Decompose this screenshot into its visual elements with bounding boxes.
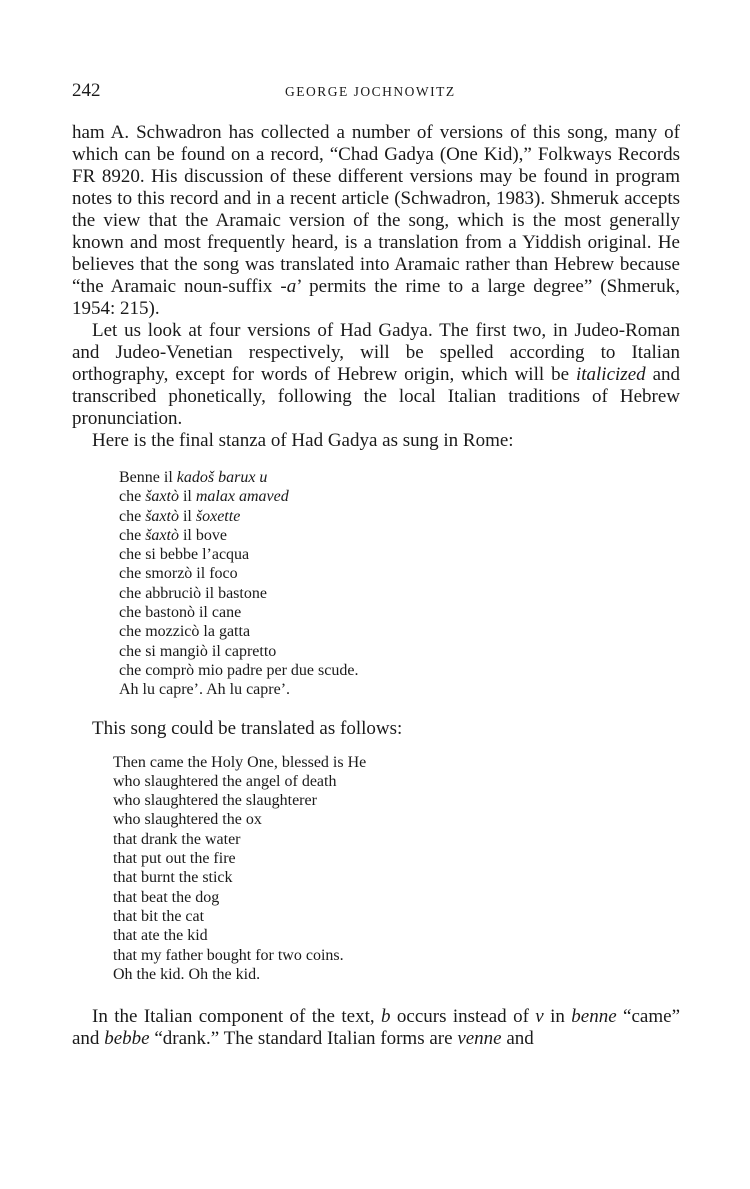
italic-text: benne	[571, 1006, 617, 1028]
italic-text: b	[381, 1006, 391, 1028]
running-head	[72, 80, 680, 102]
verse-line: che šaxtò il šoxette	[119, 507, 241, 525]
italic-text: bebbe	[104, 1028, 150, 1050]
verse-line: Benne il kadoš barux u	[119, 469, 268, 486]
paragraph-schwadron: ham A. Schwadron has collected a number of versions of this song, many of which can be found on a record, “Chad Gadya (One Kid),” Folkways Records FR 8920. His discussion of these different versions may be found in program notes to this record and in a recent article (Schwadron, 1983). Shmeruk accepts the view that the Aramaic version of the song, which is the most generally known and most frequently heard, is a translation from a Yiddish original. He believes that the song was translated into Aramaic rather than Hebrew because “the Aramaic noun-suffix -a’ permits the rime to a large degree” (Shmeruk, 1954: 215).	[72, 122, 680, 319]
verse-line: che šaxtò il malax amaved	[119, 488, 289, 506]
italic-text: šaxtò	[145, 507, 179, 525]
verse-line: che smorzò il foco	[119, 565, 238, 583]
paragraph-italian-component: In the Italian component of the text, b occurs instead of v in benne “came” and bebbe “drank.” The standard Italian forms are venne and	[72, 1006, 681, 1050]
verse-line: che abbruciò il bastone	[119, 584, 267, 602]
italic-text: italicized	[575, 364, 646, 385]
paragraph-four-versions: Let us look at four versions of Had Gadya. The first two, in Judeo-Roman and Judeo-Venetian respectively, will be spelled according to Italian orthography, except for words of Hebrew origin, which will be italicized and transcribed phonetically, following the local Italian traditions of Hebrew pronunciation.	[72, 320, 680, 429]
verse-line: that drank the water	[113, 830, 241, 848]
verse-line: who slaughtered the ox	[113, 811, 262, 829]
verse-line: che bastonò il cane	[119, 604, 242, 622]
verse-line: that put out the fire	[113, 850, 236, 868]
verse-line: che si bebbe l’acqua	[119, 546, 250, 564]
italic-text: malax amaved	[195, 488, 289, 506]
page-number: 242	[72, 80, 101, 101]
verse-line: that ate the kid	[113, 927, 208, 945]
paragraph-stanza-intro: Here is the final stanza of Had Gadya as sung in Rome:	[92, 430, 514, 451]
verse-line: che comprò mio padre per due scude.	[119, 661, 359, 679]
verse-line: that burnt the stick	[113, 869, 233, 887]
verse-line: that bit the cat	[113, 907, 205, 925]
running-head-author: GEORGE JOCHNOWITZ	[285, 84, 456, 99]
verse-line: that my father bought for two coins.	[113, 946, 344, 964]
roman-stanza	[119, 468, 680, 700]
verse-line: che šaxtò il bove	[119, 526, 227, 544]
verse-line: Then came the Holy One, blessed is He	[113, 753, 367, 771]
verse-line: who slaughtered the slaughterer	[113, 792, 317, 810]
verse-line: che si mangiò il capretto	[119, 642, 277, 660]
italic-text: venne	[457, 1028, 502, 1050]
italic-text: kadoš barux u	[176, 469, 268, 486]
verse-line: Ah lu capre’. Ah lu capre’.	[119, 681, 291, 699]
verse-line: that beat the dog	[113, 888, 220, 906]
paragraph-translation-intro: This song could be translated as follows:	[92, 717, 403, 739]
verse-line: who slaughtered the angel of death	[113, 772, 337, 790]
italic-text: šaxtò	[145, 526, 179, 544]
italic-text: šaxtò	[145, 488, 179, 506]
english-stanza	[113, 753, 680, 985]
verse-line: Oh the kid. Oh the kid.	[113, 965, 261, 983]
book-page	[72, 80, 680, 1050]
italic-text: -a	[280, 276, 297, 297]
italic-text: v	[535, 1006, 544, 1028]
italic-text: šoxette	[195, 507, 241, 525]
verse-line: che mozzicò la gatta	[119, 623, 251, 641]
